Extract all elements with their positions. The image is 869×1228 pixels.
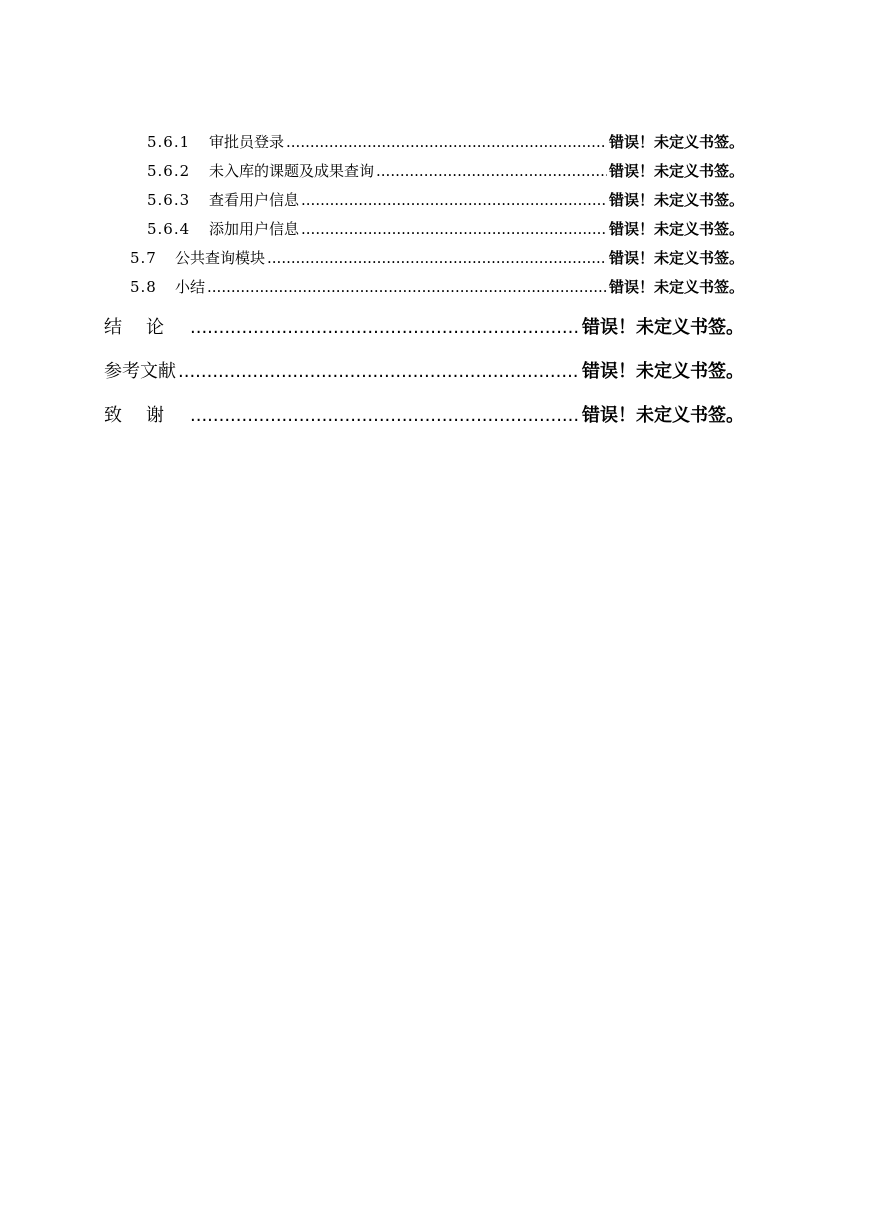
dot-leader bbox=[286, 133, 607, 151]
toc-entry-page-ref: 错误！未定义书签。 bbox=[608, 191, 744, 209]
toc-entry-number: 5.7 bbox=[130, 249, 157, 267]
toc-entry-page-ref: 错误！未定义书签。 bbox=[582, 361, 744, 382]
toc-entry-5-6-1[interactable] bbox=[147, 131, 744, 151]
toc-entry-number: 5.8 bbox=[130, 278, 157, 296]
toc-entry-title: 添加用户信息 bbox=[209, 220, 300, 238]
toc-entry-page-ref: 错误！未定义书签。 bbox=[608, 220, 744, 238]
dot-leader bbox=[267, 249, 607, 267]
toc-entry-references[interactable] bbox=[104, 357, 744, 383]
dot-leader bbox=[376, 162, 607, 180]
toc-entry-page-ref: 错误！未定义书签。 bbox=[608, 162, 744, 180]
toc-entry-5-8[interactable] bbox=[130, 276, 744, 296]
toc-entry-page-ref: 错误！未定义书签。 bbox=[608, 249, 744, 267]
toc-entry-number: 5.6.4 bbox=[147, 220, 191, 238]
dot-leader bbox=[301, 220, 607, 238]
dot-leader bbox=[207, 278, 607, 296]
toc-entry-number: 5.6.3 bbox=[147, 191, 191, 209]
toc-entry-5-7[interactable] bbox=[130, 247, 744, 267]
toc-entry-title: 公共查询模块 bbox=[175, 249, 266, 267]
toc-entry-conclusion[interactable] bbox=[104, 313, 744, 339]
toc-entry-page-ref: 错误！未定义书签。 bbox=[582, 405, 744, 426]
toc-entry-title: 致谢 bbox=[104, 405, 188, 426]
toc-entry-5-6-4[interactable] bbox=[147, 218, 744, 238]
dot-leader bbox=[301, 191, 607, 209]
dot-leader bbox=[178, 361, 580, 382]
toc-entry-title: 参考文献 bbox=[104, 361, 176, 382]
toc-entry-5-6-3[interactable] bbox=[147, 189, 744, 209]
toc-entry-title: 未入库的课题及成果查询 bbox=[209, 162, 375, 180]
toc-entry-title: 小结 bbox=[175, 278, 206, 296]
toc-entry-number: 5.6.1 bbox=[147, 133, 191, 151]
toc-entry-number: 5.6.2 bbox=[147, 162, 191, 180]
dot-leader bbox=[190, 405, 580, 426]
toc-entry-acknowledgements[interactable] bbox=[104, 401, 744, 427]
toc-entry-page-ref: 错误！未定义书签。 bbox=[608, 278, 744, 296]
toc-entry-title: 审批员登录 bbox=[209, 133, 285, 151]
toc-entry-5-6-2[interactable] bbox=[147, 160, 744, 180]
toc-entry-title: 结论 bbox=[104, 317, 188, 338]
toc-entry-page-ref: 错误！未定义书签。 bbox=[608, 133, 744, 151]
dot-leader bbox=[190, 317, 580, 338]
toc-entry-title: 查看用户信息 bbox=[209, 191, 300, 209]
toc-entry-page-ref: 错误！未定义书签。 bbox=[582, 317, 744, 338]
